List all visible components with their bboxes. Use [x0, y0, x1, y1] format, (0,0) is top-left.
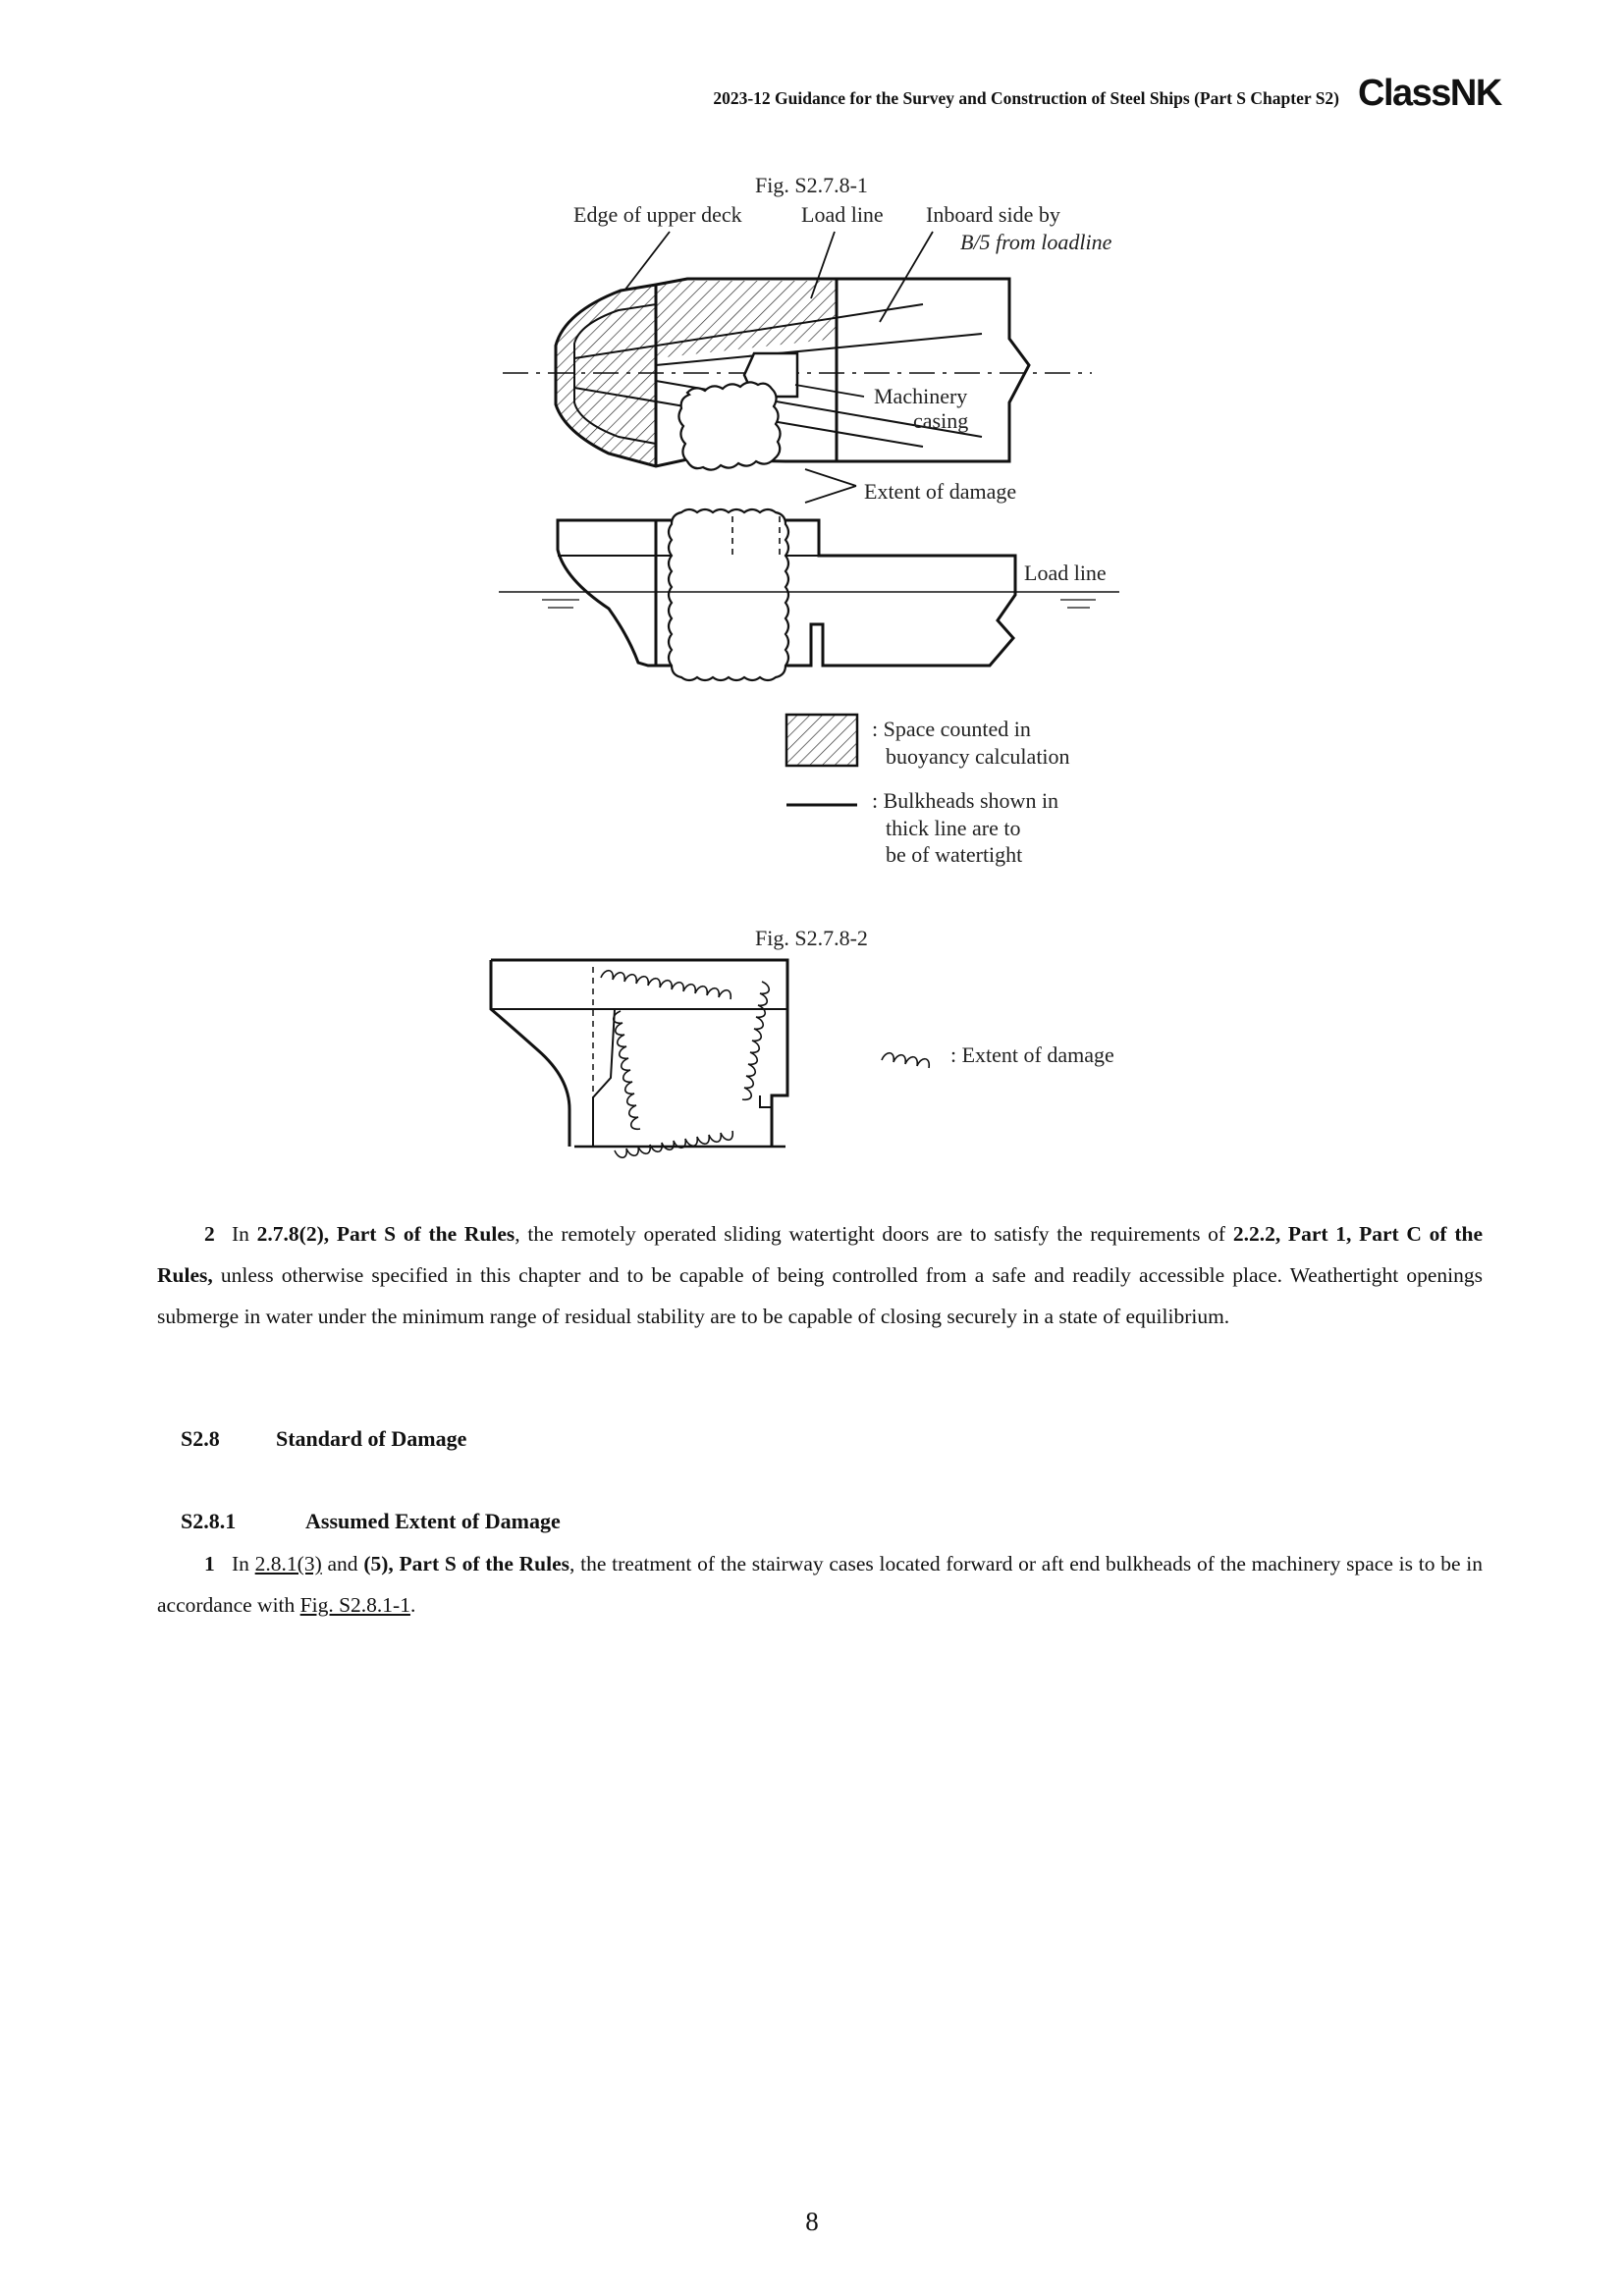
- label-load-line-top: Load line: [801, 202, 884, 227]
- legend-bulk-3: be of watertight: [886, 842, 1023, 867]
- classnk-logo: ClassNK: [1358, 73, 1501, 114]
- label-load-line-elevation: Load line: [1024, 561, 1107, 585]
- link-fig-s2-8-1-1[interactable]: Fig. S2.8.1-1: [299, 1593, 410, 1617]
- section-title: Standard of Damage: [276, 1426, 467, 1451]
- running-header: 2023-12 Guidance for the Survey and Construction of Steel Ships (Part S Chapter S2): [713, 88, 1339, 108]
- label-machinery-2: casing: [913, 408, 969, 433]
- paragraph-1: 1 In 2.8.1(3) and (5), Part S of the Rules, the treatment of the stairway cases located forward or aft end bulkheads of the machinery space is to be in accordance with Fig. S2.8.1-1.: [157, 1543, 1483, 1626]
- legend-space-1: : Space counted in: [872, 717, 1031, 741]
- link-2-8-1-3[interactable]: 2.8.1(3): [254, 1552, 322, 1575]
- fig1-caption: Fig. S2.7.8-1: [755, 173, 868, 197]
- legend-hatch-swatch: [786, 715, 857, 766]
- fig2-legend-loops: [882, 1053, 929, 1068]
- fig2-hull-section: [491, 960, 787, 1147]
- legend-bulk-2: thick line are to: [886, 816, 1021, 840]
- paragraph-2: 2 In 2.7.8(2), Part S of the Rules, the remotely operated sliding watertight doors are to satisfy the requirements of 2.2.2, Part 1, Part C of the Rules, unless otherwise specified in this chapter and to be capable of being controlled from a safe and readily accessible place. Weathertight openings submerge in water under the minimum range of residual stability are to be capable of closing securely in a state of equilibrium.: [157, 1213, 1483, 1337]
- fig2-legend-text: : Extent of damage: [950, 1042, 1114, 1067]
- fig2-caption: Fig. S2.7.8-2: [755, 926, 868, 950]
- plan-view: [503, 232, 1092, 503]
- hatched-aft-region: [556, 285, 656, 466]
- para1-number: 1: [204, 1552, 215, 1575]
- label-edge-of-upper-deck: Edge of upper deck: [573, 202, 742, 227]
- label-extent-of-damage: Extent of damage: [864, 479, 1017, 504]
- legend-bulk-1: : Bulkheads shown in: [872, 788, 1059, 813]
- fig2-drawing: [491, 960, 929, 1157]
- subsection-number: S2.8.1: [181, 1509, 237, 1533]
- label-machinery-1: Machinery: [874, 384, 968, 408]
- hatched-centre-region: [656, 281, 837, 358]
- page-number: 8: [805, 2207, 819, 2236]
- label-inboard-2: B/5 from loadline: [960, 230, 1112, 254]
- subsection-title: Assumed Extent of Damage: [305, 1509, 561, 1533]
- elevation-view: [499, 509, 1119, 680]
- fig2-damage-loops: [601, 971, 769, 1158]
- legend-space-2: buoyancy calculation: [886, 744, 1070, 769]
- para2-number: 2: [204, 1222, 215, 1246]
- damage-extent-plan: [678, 382, 780, 469]
- section-number: S2.8: [181, 1426, 220, 1451]
- damage-extent-elevation: [669, 509, 788, 680]
- label-inboard-1: Inboard side by: [926, 202, 1060, 227]
